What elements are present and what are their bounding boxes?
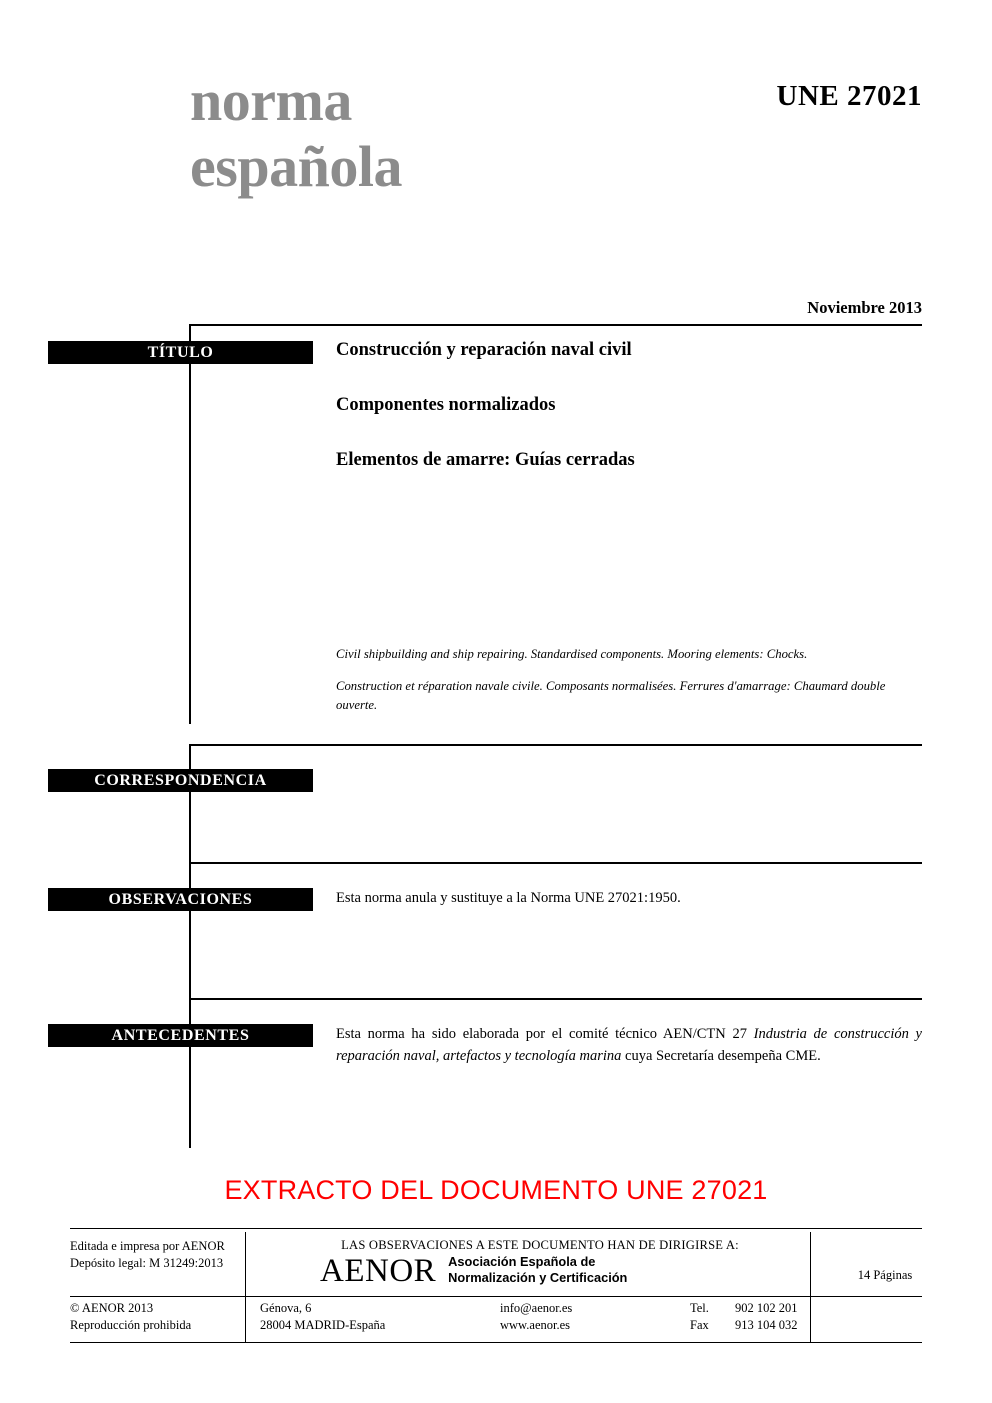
alternate-titles — [336, 645, 922, 728]
section-tag-antecedentes: ANTECEDENTES — [48, 1024, 313, 1047]
rule-vertical-antecedentes — [189, 998, 191, 1148]
aenor-logo — [320, 1254, 790, 1288]
rule-top-title — [190, 324, 922, 326]
title-block — [336, 340, 922, 505]
antecedentes-part-3: cuya Secretaría desempeña CME. — [621, 1047, 821, 1064]
rule-top-antecedentes — [190, 998, 922, 1000]
footer-tel-label: Tel. — [690, 1301, 709, 1315]
masthead-line-1: norma — [190, 68, 352, 133]
footer-reproduction: Reproducción prohibida — [70, 1317, 192, 1332]
aenor-subtitle-line-2: Normalización y Certificación — [448, 1269, 628, 1285]
footer-copyright-block — [70, 1300, 250, 1334]
rule-vertical-correspondencia — [189, 744, 191, 862]
title-line-2: Componentes normalizados — [336, 395, 556, 415]
aenor-subtitle-line-1: Asociación Española de — [448, 1254, 596, 1269]
antecedentes-text — [336, 1024, 922, 1068]
alt-title-english: Civil shipbuilding and ship repairing. Standardised components. Mooring elements: Chocks. — [336, 647, 808, 661]
footer-page-count: 14 Páginas — [857, 1268, 913, 1282]
footer-address-line-2: 28004 MADRID-España — [260, 1317, 386, 1332]
alt-title-french: Construction et réparation navale civile. Composants normalisées. Ferrures d'amarrage: Chaumard double ouverte. — [336, 679, 886, 712]
footer-phone-numbers — [735, 1300, 798, 1334]
title-line-3: Elementos de amarre: Guías cerradas — [336, 450, 635, 470]
footer-rule-bottom — [70, 1342, 922, 1343]
rule-vertical-title — [189, 324, 191, 724]
footer-fax-label: Fax — [690, 1317, 709, 1332]
footer-email[interactable]: info@aenor.es — [500, 1301, 573, 1315]
footer-publisher — [70, 1238, 250, 1272]
aenor-wordmark: AENOR — [320, 1252, 437, 1289]
footer-address — [260, 1300, 385, 1334]
footer-notice: LAS OBSERVACIONES A ESTE DOCUMENTO HAN DE DIRIGIRSE A: — [341, 1238, 739, 1252]
standard-code: UNE 27021 — [776, 80, 922, 112]
antecedentes-part-1: Esta norma ha sido elaborada por el comité técnico AEN/CTN 27 — [336, 1026, 754, 1042]
rule-vertical-observaciones — [189, 862, 191, 998]
footer-address-line-1: Génova, 6 — [260, 1301, 312, 1315]
section-tag-observaciones: OBSERVACIONES — [48, 888, 313, 911]
aenor-subtitle — [448, 1254, 627, 1288]
section-tag-titulo: TÍTULO — [48, 341, 313, 364]
observaciones-text: Esta norma anula y sustituye a la Norma UNE 27021:1950. — [336, 890, 681, 906]
issue-date: Noviembre 2013 — [807, 298, 922, 317]
footer-phone-labels — [690, 1300, 709, 1334]
footer-tel-number: 902 102 201 — [735, 1301, 798, 1315]
title-line-1: Construcción y reparación naval civil — [336, 340, 632, 360]
footer-fax-number: 913 104 032 — [735, 1317, 798, 1332]
footer-rule-top — [70, 1228, 922, 1229]
footer-copyright: © AENOR 2013 — [70, 1301, 154, 1315]
footer-website[interactable]: www.aenor.es — [500, 1317, 571, 1332]
footer-contact-web — [500, 1300, 572, 1334]
footer-divider-left — [245, 1232, 246, 1342]
masthead — [190, 68, 710, 199]
antecedentes-committee-scope: Industria de construcción y reparación naval, artefactos y tecnología marina — [336, 1026, 922, 1064]
masthead-line-2: española — [190, 133, 402, 199]
extract-banner: EXTRACTO DEL DOCUMENTO UNE 27021 — [224, 1175, 768, 1205]
section-tag-correspondencia: CORRESPONDENCIA — [48, 769, 313, 792]
footer-legal-deposit: Depósito legal: M 31249:2013 — [70, 1255, 224, 1270]
rule-top-correspondencia — [190, 744, 922, 746]
footer — [70, 1232, 922, 1342]
footer-edited-by: Editada e impresa por AENOR — [70, 1239, 225, 1253]
rule-top-observaciones — [190, 862, 922, 864]
